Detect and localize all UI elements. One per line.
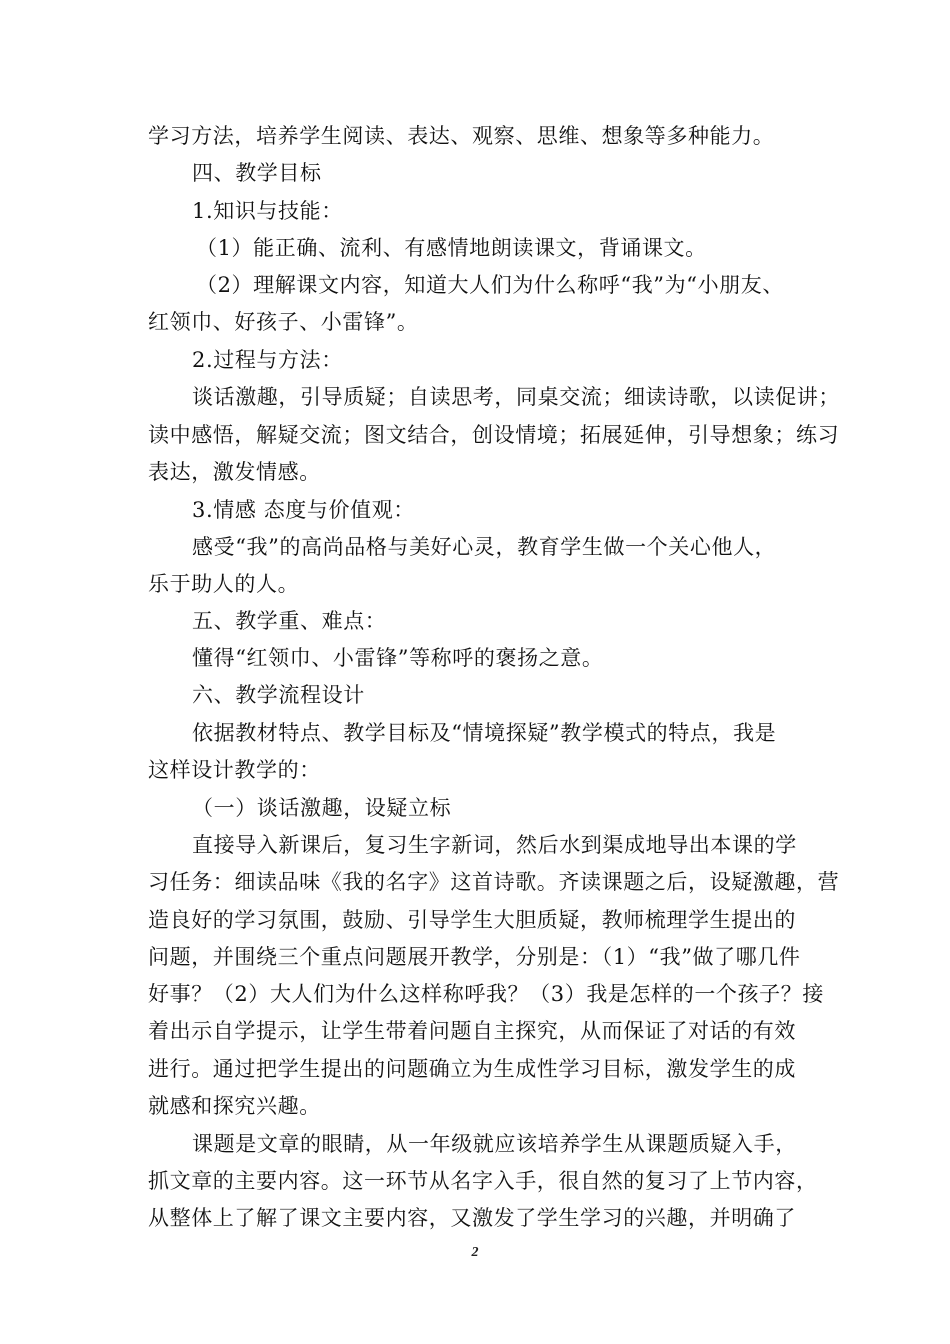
subsection-heading: 2.过程与方法： bbox=[192, 348, 343, 372]
text-line: 直接导入新课后，复习生字新词，然后水到渠成地导出本课的学 bbox=[192, 833, 797, 857]
text-line: 表达，激发情感。 bbox=[148, 460, 321, 484]
text-line: 这样设计教学的： bbox=[148, 758, 321, 782]
text-line: 从整体上了解了课文主要内容，又激发了学生学习的兴趣，并明确了 bbox=[148, 1206, 796, 1230]
text-line: 依据教材特点、教学目标及“情境探疑”教学模式的特点，我是 bbox=[192, 721, 777, 745]
text-line: 习任务：细读品味《我的名字》这首诗歌。齐读课题之后，设疑激趣，营 bbox=[148, 870, 840, 894]
section-heading: 四、教学目标 bbox=[192, 161, 322, 185]
page-number: 2 bbox=[471, 1245, 479, 1260]
text-line: 课题是文章的眼睛，从一年级就应该培养学生从课题质疑入手， bbox=[192, 1132, 797, 1156]
text-line: 懂得“红领巾、小雷锋”等称呼的褒扬之意。 bbox=[192, 646, 604, 670]
subsection-heading: 3.情感 态度与价值观： bbox=[192, 498, 415, 522]
text-line: 造良好的学习氛围，鼓励、引导学生大胆质疑，教师梳理学生提出的 bbox=[148, 908, 796, 932]
subsection-heading: （一）谈话激趣，设疑立标 bbox=[192, 796, 452, 820]
list-item: （1）能正确、流利、有感情地朗读课文，背诵课文。 bbox=[196, 236, 707, 260]
text-line: 抓文章的主要内容。这一环节从名字入手，很自然的复习了上节内容， bbox=[148, 1169, 818, 1193]
text-line: 学习方法，培养学生阅读、表达、观察、思维、想象等多种能力。 bbox=[148, 124, 775, 148]
section-heading: 六、教学流程设计 bbox=[192, 683, 365, 707]
text-line: 谈话激趣，引导质疑；自读思考，同桌交流；细读诗歌，以读促讲； bbox=[192, 385, 840, 409]
text-line: 读中感悟，解疑交流；图文结合，创设情境；拓展延伸，引导想象；练习 bbox=[148, 423, 840, 447]
section-heading: 五、教学重、难点： bbox=[192, 609, 387, 633]
text-line: 感受“我”的高尚品格与美好心灵，教育学生做一个关心他人， bbox=[192, 535, 777, 559]
subsection-heading: 1.知识与技能： bbox=[192, 199, 343, 223]
text-line: 就感和探究兴趣。 bbox=[148, 1094, 321, 1118]
text-line: 乐于助人的人。 bbox=[148, 572, 300, 596]
text-line: 进行。通过把学生提出的问题确立为生成性学习目标，激发学生的成 bbox=[148, 1057, 796, 1081]
text-line: 好事？（2）大人们为什么这样称呼我？（3）我是怎样的一个孩子？接 bbox=[148, 982, 824, 1006]
text-line: 问题，并围绕三个重点问题展开教学，分别是：（1）“我”做了哪几件 bbox=[148, 945, 801, 969]
text-line: 红领巾、好孩子、小雷锋”。 bbox=[148, 310, 419, 334]
list-item: （2）理解课文内容，知道大人们为什么称呼“我”为“小朋友、 bbox=[196, 273, 784, 297]
text-line: 着出示自学提示，让学生带着问题自主探究，从而保证了对话的有效 bbox=[148, 1019, 796, 1043]
